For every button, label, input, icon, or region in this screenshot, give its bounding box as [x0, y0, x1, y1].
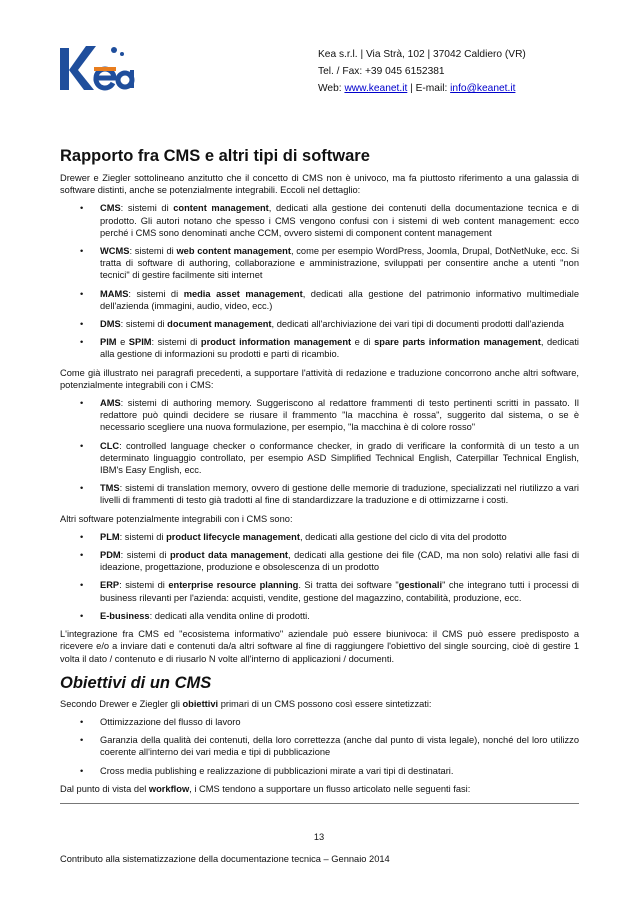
list-item-ebusiness: • E-business: dedicati alla vendita online di prodotti. — [60, 610, 579, 622]
company-phone: Tel. / Fax: +39 045 6152381 — [318, 66, 445, 77]
list-item-ams: • AMS: sistemi di authoring memory. Suggeriscono al redattore frammenti di testo pertinenti scritti in passato. Il redattore può quindi decidere se riusare il frammento "la macchina è rossa", suggerito dal sistema, o se è necessario scegliere una nuova formulazione, per esempio, "la macchina è di colore rosso" — [60, 397, 579, 434]
list-item-pdm: • PDM: sistemi di product data management, dedicati alla gestione dei file (CAD, ma non solo) relativi alle fasi di ideazione, progettazione, produzione e obsolescenza di un prodotto — [60, 549, 579, 573]
company-address: Kea s.r.l. | Via Strà, 102 | 37042 Caldiero (VR) — [318, 49, 526, 60]
main-content — [60, 146, 579, 801]
section-title-obiettivi: Obiettivi di un CMS — [60, 673, 212, 692]
list-item-cms: • CMS: sistemi di content management, dedicati alla gestione dei contenuti della documentazione tecnica e di prodotto. Gli autori notano che spesso i CMS vengono confusi con i sistemi di web content management: ecco perché i CMS sono denominati anche CCM, ovvero sistemi di component content management — [60, 202, 579, 239]
section2-outro: Dal punto di vista del workflow, i CMS tendono a supportare un flusso articolato nelle seguenti fasi: — [60, 783, 471, 794]
section1-para2: Come già illustrato nei paragrafi precedenti, a supportare l'attività di redazione e traduzione concorrono anche altri software, potenzialmente integrabili con i CMS: — [60, 367, 579, 390]
list-item-erp: • ERP: sistemi di enterprise resource planning. Si tratta dei software "gestionali" che integrano tutti i processi di business rilevanti per l'azienda: acquisti, vendite, gestione del magazzino, contabilità, produzione, ecc. — [60, 579, 579, 603]
objectives-list — [60, 716, 579, 777]
list-item-wcms: • WCMS: sistemi di web content management, come per esempio WordPress, Joomla, Drupal, DotNetNuke, ecc. Si tratta di software di authoring, collaborazione e amministrazione, sviluppati per consentire anche a utenti "non tecnici" di gestire facilmente siti internet — [60, 245, 579, 282]
software-list-translation — [60, 397, 579, 507]
list-item-mams: • MAMS: sistemi di media asset management, dedicati alla gestione del patrimonio informativo multimediale dell'azienda (immagini, audio, video, ecc.) — [60, 288, 579, 312]
list-item-plm: • PLM: sistemi di product lifecycle management, dedicati alla gestione del ciclo di vita del prodotto — [60, 531, 579, 543]
software-list-primary — [60, 202, 579, 360]
footer-text: Contributo alla sistematizzazione della documentazione tecnica – Gennaio 2014 — [60, 854, 390, 864]
section1-para4: L'integrazione fra CMS ed "ecosistema informativo" aziendale può essere biunivoca: il CMS può essere predisposto a ricevere e/o a inviare dati e contenuti da/a altri software al fine di raggiungere l'obiettivo del single sourcing, cioè di gestire 1 volta il dato / contenuto e di riusarlo N volte all'interno di applicazioni / documenti. — [60, 629, 579, 664]
email-link[interactable]: info@keanet.it — [450, 83, 516, 94]
list-item-clc: • CLC: controlled language checker o conformance checker, in grado di verificare la conformità di un testo a un determinato linguaggio controllato, per esempio ASD Simplified Technical English, Caterpillar Technical English, IBM's Easy English, ecc. — [60, 440, 579, 477]
list-item-dms: • DMS: sistemi di document management, dedicati all'archiviazione dei vari tipi di documenti prodotti dall'azienda — [60, 318, 579, 330]
kea-logo — [56, 40, 136, 102]
page-number: 13 — [313, 832, 325, 842]
section-title-rapporto: Rapporto fra CMS e altri tipi di software — [60, 147, 370, 165]
list-item-pim-spim: • PIM e SPIM: sistemi di product information management e di spare parts information management, dedicati alla gestione di informazioni su prodotti e parti di ricambio. — [60, 336, 579, 360]
software-list-other — [60, 531, 579, 622]
section2-intro: Secondo Drewer e Ziegler gli obiettivi primari di un CMS possono così essere sintetizzati: — [60, 698, 432, 709]
section1-para3: Altri software potenzialmente integrabili con i CMS sono: — [60, 513, 293, 524]
company-header — [318, 46, 526, 97]
list-item-objective: • Cross media publishing e realizzazione di pubblicazioni mirate a vari tipi di destinatari. — [60, 765, 579, 777]
company-web-email: Web: www.keanet.it | E-mail: info@keanet.it — [318, 83, 516, 94]
list-item-objective: • Ottimizzazione del flusso di lavoro — [60, 716, 579, 728]
list-item-tms: • TMS: sistemi di translation memory, ovvero di gestione delle memorie di traduzione, specializzati nel riutilizzo a vari livelli di frammenti di testo già tradotti al fine di standardizzare la traduzione e di ottimizzarne i costi. — [60, 482, 579, 506]
section1-intro: Drewer e Ziegler sottolineano anzitutto che il concetto di CMS non è univoco, ma fa piuttosto riferimento a una galassia di software distinti, anche se potenzialmente integrabili. Eccoli nel dettaglio: — [60, 173, 579, 196]
website-link[interactable]: www.keanet.it — [344, 83, 408, 94]
footer-divider — [60, 803, 579, 804]
list-item-objective: • Garanzia della qualità dei contenuti, della loro correttezza (anche dal punto di vista legale), nonché del loro utilizzo coerente all'interno dei vari media e tipi di pubblicazione — [60, 734, 579, 758]
